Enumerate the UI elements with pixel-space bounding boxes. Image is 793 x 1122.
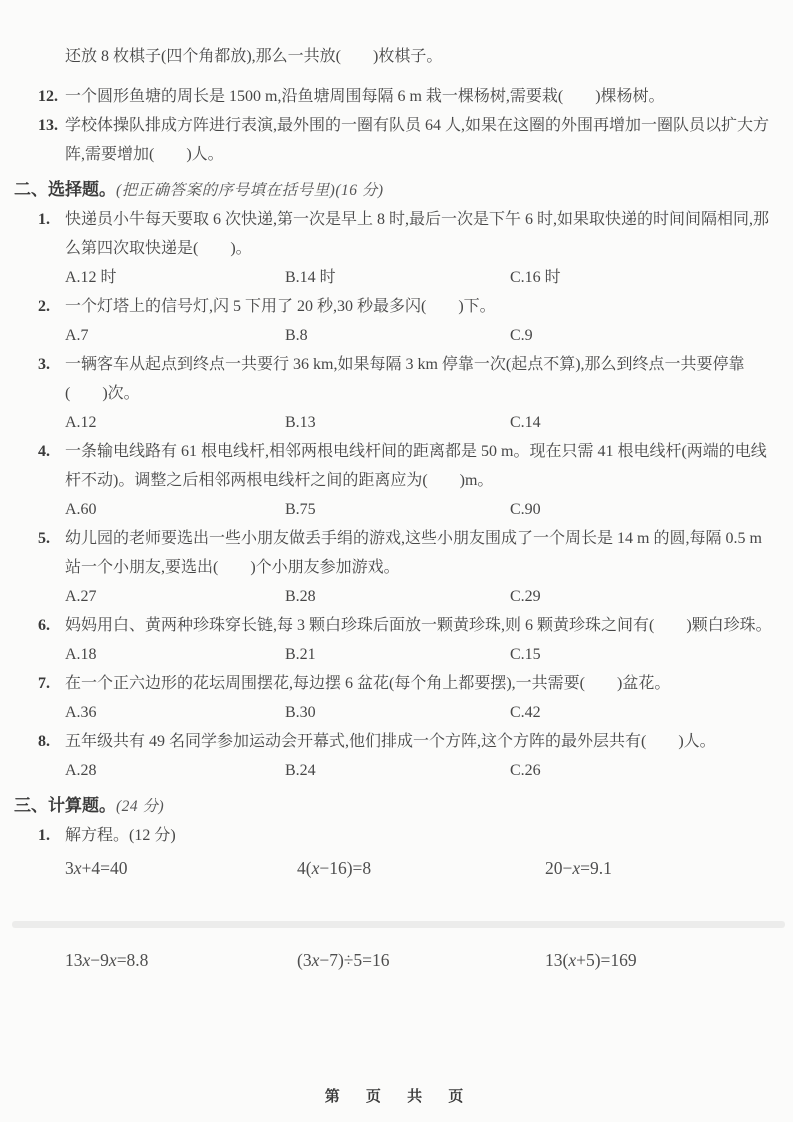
equation-row-1 <box>65 854 773 883</box>
question-number: 2. <box>38 298 50 315</box>
option-b: B.8 <box>285 327 308 344</box>
option-a: A.12 时 <box>65 269 117 286</box>
option-a: A.28 <box>65 762 97 779</box>
fill-question-12 <box>38 82 773 111</box>
fill-question-13 <box>38 111 773 169</box>
page-footer: 第 页 共 页 <box>324 1088 469 1105</box>
question-text: 一个灯塔上的信号灯,闪 5 下用了 20 秒,30 秒最多闪( )下。 <box>65 298 496 315</box>
option-a: A.36 <box>65 704 97 721</box>
choice-question-1-options <box>65 263 773 292</box>
equation: 20−x=9.1 <box>545 858 612 878</box>
equation: 4(x−16)=8 <box>297 858 372 878</box>
question-text: 幼儿园的老师要选出一些小朋友做丢手绢的游戏,这些小朋友围成了一个周长是 14 m 的圆,每隔 0.5 m 站一个小朋友,要选出( )个小朋友参加游戏。 <box>65 530 762 576</box>
option-b: B.30 <box>285 704 316 721</box>
option-c: C.15 <box>510 646 541 663</box>
question-number: 7. <box>38 675 50 692</box>
question-number: 13. <box>38 117 58 134</box>
choice-question-6-options <box>65 640 773 669</box>
option-c: C.16 时 <box>510 269 561 286</box>
choice-question-3-options <box>65 408 773 437</box>
option-a: A.7 <box>65 327 89 344</box>
question-number: 5. <box>38 530 50 547</box>
choice-question-7-options <box>65 698 773 727</box>
question-text: 快递员小牛每天要取 6 次快递,第一次是早上 8 时,最后一次是下午 6 时,如果取快递的时间间隔相同,那么第四次取快递是( )。 <box>65 211 770 257</box>
choice-question-5-options <box>65 582 773 611</box>
question-number: 8. <box>38 733 50 750</box>
option-b: B.24 <box>285 762 316 779</box>
scan-artifact-streak <box>12 921 785 928</box>
option-a: A.60 <box>65 501 97 518</box>
choice-question-8-options <box>65 756 773 785</box>
question-text: 解方程。(12 分) <box>65 827 176 844</box>
choice-question-4-options <box>65 495 773 524</box>
choice-question-8 <box>38 727 773 756</box>
choice-section-header <box>14 175 793 205</box>
question-number: 4. <box>38 443 50 460</box>
option-b: B.75 <box>285 501 316 518</box>
question-number: 6. <box>38 617 50 634</box>
calc-subsection-solve-equations <box>38 821 773 850</box>
equation: 13(x+5)=169 <box>545 950 637 970</box>
option-b: B.21 <box>285 646 316 663</box>
option-b: B.13 <box>285 414 316 431</box>
equation: (3x−7)÷5=16 <box>297 950 390 970</box>
fill-question-11-carryover-line: 还放 8 枚棋子(四个角都放),那么一共放( )枚棋子。 <box>65 48 443 65</box>
equation-row-2 <box>65 946 773 975</box>
option-c: C.29 <box>510 588 541 605</box>
question-number: 1. <box>38 827 50 844</box>
section-note: (把正确答案的序号填在括号里)(16 分) <box>116 182 384 199</box>
choice-question-2 <box>38 292 773 321</box>
choice-question-1 <box>38 205 773 263</box>
option-a: A.12 <box>65 414 97 431</box>
question-number: 12. <box>38 88 58 105</box>
option-a: A.18 <box>65 646 97 663</box>
question-text: 一条输电线路有 61 根电线杆,相邻两根电线杆间的距离都是 50 m。现在只需 41 根电线杆(两端的电线杆不动)。调整之后相邻两根电线杆之间的距离应为( )m。 <box>65 443 767 489</box>
choice-question-3 <box>38 350 773 408</box>
option-b: B.14 时 <box>285 269 336 286</box>
question-number: 3. <box>38 356 50 373</box>
section-title: 三、计算题。 <box>14 796 116 815</box>
section-points: (24 分) <box>116 798 165 815</box>
choice-question-7 <box>38 669 773 698</box>
question-text: 在一个正六边形的花坛周围摆花,每边摆 6 盆花(每个角上都要摆),一共需要( )盆花。 <box>65 675 671 692</box>
option-c: C.90 <box>510 501 541 518</box>
question-number: 1. <box>38 211 50 228</box>
option-b: B.28 <box>285 588 316 605</box>
question-text: 五年级共有 49 名同学参加运动会开幕式,他们排成一个方阵,这个方阵的最外层共有( )人。 <box>65 733 716 750</box>
option-c: C.26 <box>510 762 541 779</box>
calc-section-header <box>14 791 793 821</box>
equation: 13x−9x=8.8 <box>65 950 149 970</box>
choice-question-5 <box>38 524 773 582</box>
option-a: A.27 <box>65 588 97 605</box>
option-c: C.42 <box>510 704 541 721</box>
choice-question-6 <box>38 611 773 640</box>
question-text: 妈妈用白、黄两种珍珠穿长链,每 3 颗白珍珠后面放一颗黄珍珠,则 6 颗黄珍珠之间有( )颗白珍珠。 <box>65 617 772 634</box>
question-text: 一个圆形鱼塘的周长是 1500 m,沿鱼塘周围每隔 6 m 栽一棵杨树,需要栽( )棵杨树。 <box>65 88 665 105</box>
choice-question-4 <box>38 437 773 495</box>
question-text: 一辆客车从起点到终点一共要行 36 km,如果每隔 3 km 停靠一次(起点不算),那么到终点一共要停靠( )次。 <box>65 356 745 402</box>
question-text: 学校体操队排成方阵进行表演,最外围的一圈有队员 64 人,如果在这圈的外围再增加一圈队员以扩大方阵,需要增加( )人。 <box>65 117 770 163</box>
option-c: C.14 <box>510 414 541 431</box>
choice-question-2-options <box>65 321 773 350</box>
option-c: C.9 <box>510 327 533 344</box>
section-title: 二、选择题。 <box>14 180 116 199</box>
equation: 3x+4=40 <box>65 858 128 878</box>
